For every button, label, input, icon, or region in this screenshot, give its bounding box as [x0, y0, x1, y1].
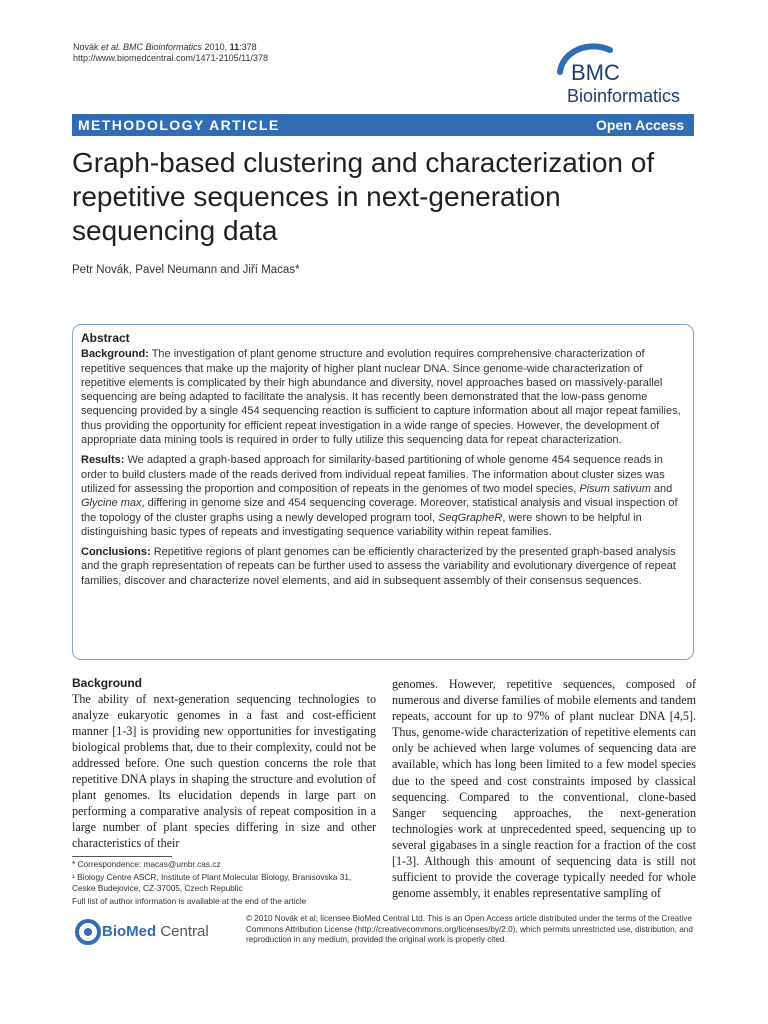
journal-logo-line2: Bioinformatics: [567, 86, 681, 106]
abstract-results-text: and: [650, 482, 673, 495]
abstract-content: [81, 331, 685, 594]
section-heading: Background: [72, 676, 143, 690]
body-left-column: [72, 675, 376, 851]
affiliation-note: ¹ Biology Centre ASCR, Institute of Plant Molecular Biology, Branisovska 31, Ceske Budejovice, CZ-37005, Czech Republic: [72, 872, 352, 893]
abstract-results: [81, 453, 685, 539]
author-list: Petr Novák, Pavel Neumann and Jiří Macas*: [72, 264, 300, 276]
author-info-note: Full list of author information is available at the end of the article: [72, 896, 307, 906]
article-url[interactable]: http://www.biomedcentral.com/1471-2105/11/378: [73, 53, 268, 63]
footnotes: [72, 859, 372, 909]
body-paragraph: genomes. However, repetitive sequences, composed of numerous and diverse families of mobile elements and tandem repeats, account for up to 97% of plant nuclear DNA [4,5]. Thus, genome-wide characterization of repetitive elements can only be achieved when large volumes of sequencing data are available, which has long been limited to a few model species due to the speed and cost constraints imposed by classical sequencing. Compared to the conventional, clone-based Sanger sequencing approaches, the next-generation technologies work at unprecedented speed, sequencing up to several gigabases in a single reaction for a fraction of the cost [1-3]. Although this amount of sequencing data is still not sufficient to provide the coverage typically needed for whole genome assembly, it enables representative sampling of: [392, 677, 696, 901]
logo-text-central: Central: [156, 923, 209, 940]
abstract-conclusions-label: Conclusions:: [81, 546, 151, 559]
article-type-label: METHODOLOGY ARTICLE: [78, 117, 280, 133]
body-paragraph: The ability of next-generation sequencing technologies to analyze eukaryotic genomes in a fast and cost-efficient manner [1-3] is providing new opportunities for investigating biological problems that, due to their complexity, could not be addressed before. One such question concerns the role that repetitive DNA plays in shaping the structure and evolution of plant genomes. Its elucidation depends in large part on performing a comparative analysis of repeat composition in a large number of plant species differing in size and other characteristics of their: [72, 692, 376, 850]
citation-page: :378: [239, 42, 257, 52]
abstract-background-text: The investigation of plant genome structure and evolution requires comprehensive characterization of repetitive sequences that make up the majority of higher plant nuclear DNA. Since genome-wide characterization of repetitive elements is complicated by their high abundance and diversity, novel approaches based on massively-parallel sequencing are being adapted to facilitate the analysis. It has recently been demonstrated that the low-pass genome sequencing provided by a single 454 sequencing reaction is sufficient to capture information about all major repeat families, thus providing the opportunity for efficient repeat investigation in a wide range of species. However, the development of appropriate data mining tools is required in order to fully utilize this sequencing data for repeat characterization.: [81, 348, 681, 447]
correspondence-note: * Correspondence: macas@umbr.cas.cz: [72, 859, 221, 869]
citation-year: 2010,: [202, 42, 230, 52]
footnote-divider: [72, 856, 172, 857]
abstract-results-text: , differing in genome size and 454 sequencing coverage. Moreover, statistical analysis and visual inspection of the topology of the cluster graphs using a newly developed program tool,: [81, 497, 678, 524]
license-statement: © 2010 Novák et al; licensee BioMed Central Ltd. This is an Open Access article distributed under the terms of the Creative Commons Attribution License (http://creativecommons.org/licenses/by/2.0), which permits unrestricted use, distribution, and reproduction in any medium, provided the original work is properly cited.: [246, 914, 693, 944]
abstract-conclusions-text: Repetitive regions of plant genomes can be efficiently characterized by the presented graph-based analysis and the graph representation of repeats can be further used to assess the variability and evolutionary divergence of repeat families, discover and characterize novel elements, and aid in subsequent assembly of their consensus sequences.: [81, 546, 676, 587]
open-access-badge: Open Access: [596, 117, 685, 133]
abstract-background: [81, 347, 685, 447]
species-name: Glycine max: [81, 497, 142, 510]
abstract-results-label: Results:: [81, 454, 125, 467]
abstract-heading: Abstract: [81, 331, 130, 345]
citation-authors: Novák: [73, 42, 102, 52]
citation-volume: 11: [229, 42, 240, 52]
abstract-conclusions: [81, 545, 685, 588]
abstract-background-label: Background:: [81, 348, 149, 361]
logo-text-biomed: BioMed: [102, 923, 157, 940]
abstract-results-text: We adapted a graph-based approach for similarity-based partitioning of whole genome 454 sequence reads in order to build clusters made of the reads derived from individual repeat families. The information about cluster sizes was utilized for assessing the proportion and composition of repeats in the genomes of two model species,: [81, 454, 665, 495]
species-name: Pisum sativum: [579, 482, 651, 495]
journal-logo-line1: BMC: [571, 60, 620, 85]
biomed-central-logo-icon: [73, 917, 103, 947]
abstract-results-text: , were shown to be helpful in distinguishing basic types of repeats and investigating sequence variability within repeat families.: [81, 511, 642, 538]
citation-journal: et al. BMC Bioinformatics: [101, 42, 203, 52]
article-title: Graph-based clustering and characterization of repetitive sequences in next-generation sequencing data: [72, 147, 655, 246]
body-right-column: [392, 676, 696, 901]
biomed-central-logo-text: [102, 923, 209, 940]
biomed-central-logo: [73, 917, 223, 947]
tool-name: SeqGrapheR: [438, 511, 503, 524]
